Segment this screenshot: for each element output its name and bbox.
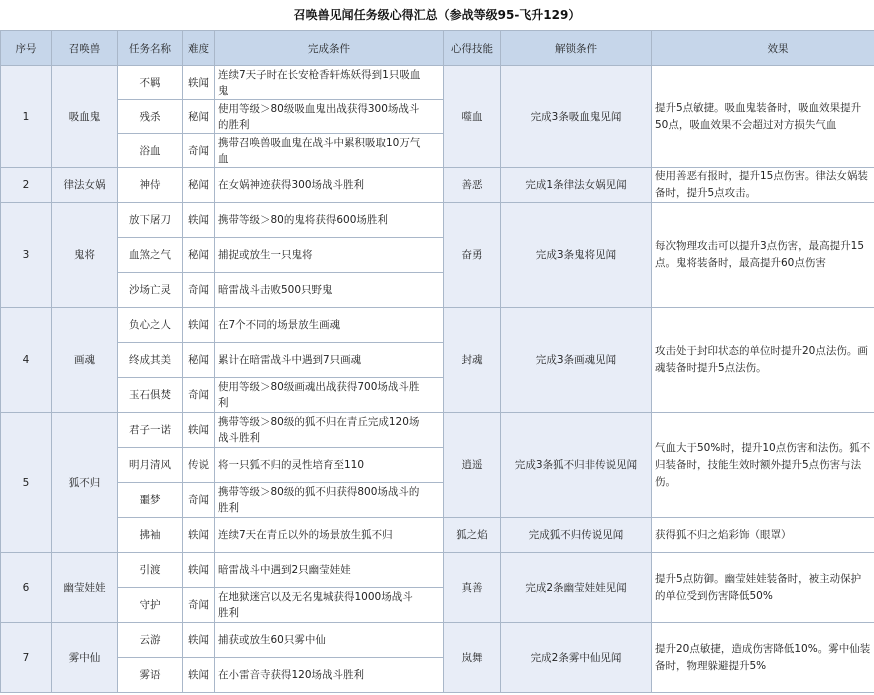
header-cell: 心得技能	[444, 31, 501, 66]
row-number: 2	[1, 168, 52, 203]
task-difficulty: 轶闻	[183, 623, 215, 658]
header-cell: 序号	[1, 31, 52, 66]
task-difficulty: 轶闻	[183, 308, 215, 343]
pet-name: 幽莹娃娃	[52, 553, 118, 623]
task-name: 神侍	[118, 168, 183, 203]
task-condition: 连续7天子时在长安枪香轩炼妖得到1只吸血 鬼	[215, 66, 444, 100]
table-row	[1, 66, 874, 100]
unlock-condition: 完成3条鬼将见闻	[501, 203, 652, 308]
header-cell: 难度	[183, 31, 215, 66]
summary-table	[0, 30, 874, 693]
task-name: 放下屠刀	[118, 203, 183, 238]
task-difficulty: 轶闻	[183, 518, 215, 553]
task-difficulty: 轶闻	[183, 658, 215, 693]
task-condition: 在7个不同的场景放生画魂	[215, 308, 444, 343]
row-number: 7	[1, 623, 52, 693]
task-condition: 累计在暗雷战斗中遇到7只画魂	[215, 343, 444, 378]
task-condition: 将一只狐不归的灵性培育至110	[215, 448, 444, 483]
row-number: 4	[1, 308, 52, 413]
task-condition: 在小雷音寺获得120场战斗胜利	[215, 658, 444, 693]
skill-name: 真善	[444, 553, 501, 623]
task-name: 玉石俱焚	[118, 378, 183, 413]
task-difficulty: 奇闻	[183, 134, 215, 168]
task-difficulty: 秘闻	[183, 100, 215, 134]
header-cell: 解锁条件	[501, 31, 652, 66]
skill-name: 善恶	[444, 168, 501, 203]
effect-text: 获得狐不归之焰彩饰（眼罩）	[652, 518, 874, 553]
effect-text: 提升20点敏捷，造成伤害降低10%。雾中仙装 备时，物理躲避提升5%	[652, 623, 874, 693]
pet-name: 律法女娲	[52, 168, 118, 203]
task-difficulty: 秘闻	[183, 343, 215, 378]
effect-text: 使用善恶有报时，提升15点伤害。律法女娲装 备时，提升5点攻击。	[652, 168, 874, 203]
pet-name: 吸血鬼	[52, 66, 118, 168]
task-difficulty: 轶闻	[183, 203, 215, 238]
task-name: 终成其美	[118, 343, 183, 378]
task-condition: 在女娲神迹获得300场战斗胜利	[215, 168, 444, 203]
effect-text: 攻击处于封印状态的单位时提升20点法伤。画 魂装备时提升5点法伤。	[652, 308, 874, 413]
task-name: 沙场亡灵	[118, 273, 183, 308]
task-difficulty: 奇闻	[183, 273, 215, 308]
task-condition: 在地狱迷宫以及无名鬼城获得1000场战斗 胜利	[215, 588, 444, 623]
pet-name: 画魂	[52, 308, 118, 413]
task-condition: 连续7天在青丘以外的场景放生狐不归	[215, 518, 444, 553]
task-name: 拂袖	[118, 518, 183, 553]
task-name: 噩梦	[118, 483, 183, 518]
skill-name: 噬血	[444, 66, 501, 168]
skill-name: 逍遥	[444, 413, 501, 518]
header-cell: 完成条件	[215, 31, 444, 66]
task-name: 明月清风	[118, 448, 183, 483]
task-name: 君子一诺	[118, 413, 183, 448]
header-cell: 效果	[652, 31, 874, 66]
unlock-condition: 完成2条雾中仙见闻	[501, 623, 652, 693]
header-cell: 召唤兽	[52, 31, 118, 66]
task-difficulty: 轶闻	[183, 553, 215, 588]
row-number: 1	[1, 66, 52, 168]
pet-name: 鬼将	[52, 203, 118, 308]
header-cell: 任务名称	[118, 31, 183, 66]
unlock-condition: 完成1条律法女娲见闻	[501, 168, 652, 203]
task-condition: 暗雷战斗击败500只野鬼	[215, 273, 444, 308]
effect-text: 提升5点敏捷。吸血鬼装备时，吸血效果提升 50点，吸血效果不会超过对方损失气血	[652, 66, 874, 168]
task-condition: 暗雷战斗中遇到2只幽莹娃娃	[215, 553, 444, 588]
task-difficulty: 奇闻	[183, 588, 215, 623]
skill-name: 狐之焰	[444, 518, 501, 553]
effect-text: 每次物理攻击可以提升3点伤害，最高提升15 点。鬼将装备时，最高提升60点伤害	[652, 203, 874, 308]
pet-name: 雾中仙	[52, 623, 118, 693]
table-row	[1, 518, 874, 553]
skill-name: 封魂	[444, 308, 501, 413]
table-row	[1, 168, 874, 203]
row-number: 6	[1, 553, 52, 623]
skill-name: 岚舞	[444, 623, 501, 693]
task-condition: 携带等级＞80级的狐不归在青丘完成120场 战斗胜利	[215, 413, 444, 448]
unlock-condition: 完成狐不归传说见闻	[501, 518, 652, 553]
task-name: 云游	[118, 623, 183, 658]
table-row	[1, 413, 874, 448]
task-difficulty: 奇闻	[183, 483, 215, 518]
pet-name: 狐不归	[52, 413, 118, 553]
row-number: 5	[1, 413, 52, 553]
unlock-condition: 完成2条幽莹娃娃见闻	[501, 553, 652, 623]
task-name: 引渡	[118, 553, 183, 588]
effect-text: 提升5点防御。幽莹娃娃装备时，被主动保护 的单位受到伤害降低50%	[652, 553, 874, 623]
unlock-condition: 完成3条画魂见闻	[501, 308, 652, 413]
task-name: 守护	[118, 588, 183, 623]
unlock-condition: 完成3条狐不归非传说见闻	[501, 413, 652, 518]
task-condition: 携带召唤兽吸血鬼在战斗中累积吸取10万气 血	[215, 134, 444, 168]
task-condition: 使用等级＞80级吸血鬼出战获得300场战斗 的胜利	[215, 100, 444, 134]
unlock-condition: 完成3条吸血鬼见闻	[501, 66, 652, 168]
task-difficulty: 轶闻	[183, 413, 215, 448]
task-name: 浴血	[118, 134, 183, 168]
task-condition: 捕捉或放生一只鬼将	[215, 238, 444, 273]
table-row	[1, 203, 874, 238]
table-row	[1, 623, 874, 658]
table-row	[1, 553, 874, 588]
effect-text: 气血大于50%时，提升10点伤害和法伤。狐不 归装备时，技能生效时额外提升5点伤害与法 伤。	[652, 413, 874, 518]
task-difficulty: 传说	[183, 448, 215, 483]
skill-name: 奋勇	[444, 203, 501, 308]
task-difficulty: 轶闻	[183, 66, 215, 100]
table-row	[1, 308, 874, 343]
task-difficulty: 秘闻	[183, 238, 215, 273]
row-number: 3	[1, 203, 52, 308]
task-name: 负心之人	[118, 308, 183, 343]
task-condition: 使用等级＞80级画魂出战获得700场战斗胜 利	[215, 378, 444, 413]
task-name: 残杀	[118, 100, 183, 134]
task-name: 雾语	[118, 658, 183, 693]
header-row	[1, 31, 874, 66]
task-difficulty: 秘闻	[183, 168, 215, 203]
task-difficulty: 奇闻	[183, 378, 215, 413]
task-condition: 携带等级＞80的鬼将获得600场胜利	[215, 203, 444, 238]
task-name: 血煞之气	[118, 238, 183, 273]
page-title: 召唤兽见闻任务级心得汇总（参战等级95-飞升129）	[293, 8, 581, 22]
task-condition: 捕获或放生60只雾中仙	[215, 623, 444, 658]
task-condition: 携带等级＞80级的狐不归获得800场战斗的 胜利	[215, 483, 444, 518]
task-name: 不羁	[118, 66, 183, 100]
